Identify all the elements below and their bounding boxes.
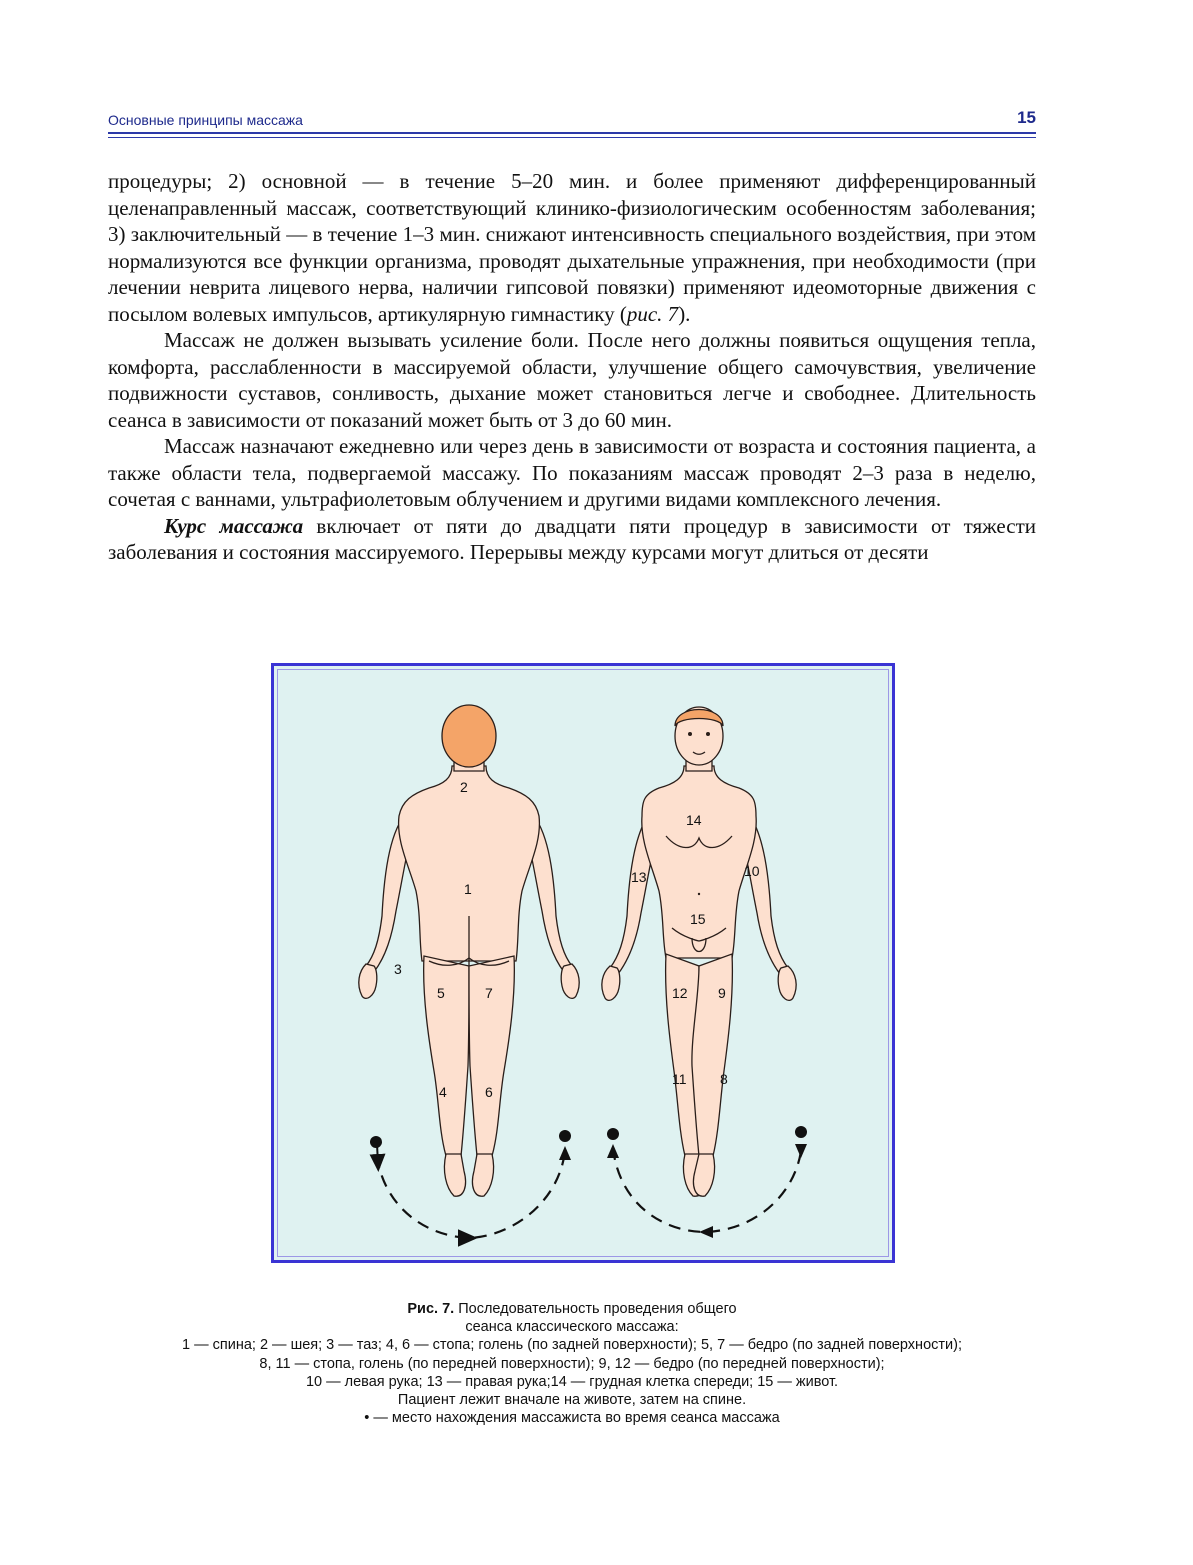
figure-caption: [108, 1300, 1036, 1427]
paragraph-1: [108, 168, 1036, 327]
masseur-position-marker-start: [607, 1128, 619, 1140]
caption-line-4: 8, 11 — стопа, голень (по передней поверхности); 9, 12 — бедро (по передней поверхности);: [259, 1355, 885, 1372]
paragraph-3: Массаж назначают ежедневно или через день в зависимости от возраста и состояния пациента, а также области тела, подвергаемой массажу. По показаниям массаж проводят 2–3 раза в неделю, сочетая с ваннами, ультрафиолетовым облучением и другими видами комплексного лечения.: [108, 434, 1036, 511]
masseur-position-marker-start: [370, 1136, 382, 1148]
back-view-figure: [359, 705, 579, 1196]
caption-line-7: • — место нахождения массажиста во время сеанса массажа: [364, 1410, 780, 1427]
term-course-of-massage: Курс массажа: [164, 513, 304, 538]
running-header-title: Основные принципы массажа: [108, 112, 303, 128]
caption-title: Последовательность проведения общего: [454, 1301, 737, 1317]
label-front-chest: 14: [686, 812, 702, 828]
label-back-pelvis: 3: [394, 961, 402, 977]
paragraph-1-text: процедуры; 2) основной — в течение 5–20 мин. и более применяют дифференцированный целенаправленный массаж, соответствующий клинико-физиологическим особенностям заболевания; 3) заключительный — в течение 1–3 мин. снижают интенсивность специального воздействия, при этом нормализуются все функции организма, проводят дыхательные упражнения, при необходимости (при лечении неврита лицевого нерва, наличии гипсовой повязки) применяют идеомоторные движения с посылом волевых импульсов, артикулярную гимнастику (: [108, 169, 1036, 326]
label-front-abdomen: 15: [690, 911, 706, 927]
label-front-arm-right: 13: [631, 869, 647, 885]
figure-7-frame: [271, 663, 895, 1263]
label-front-thigh-right: 12: [672, 985, 688, 1001]
label-back-foot-left: 4: [439, 1084, 447, 1100]
body-text: [108, 168, 1036, 566]
paragraph-1-end: ).: [678, 301, 691, 326]
caption-line-5: 10 — левая рука; 13 — правая рука;14 — грудная клетка спереди; 15 — живот.: [305, 1373, 839, 1390]
label-front-shin-right: 11: [672, 1071, 687, 1087]
figure-reference: рис. 7: [626, 301, 679, 326]
label-front-thigh-left: 9: [718, 985, 726, 1001]
label-back-neck: 2: [460, 779, 468, 795]
masseur-position-marker-end: [559, 1130, 571, 1142]
caption-line-3: 1 — спина; 2 — шея; 3 — таз; 4, 6 — стопа; голень (по задней поверхности); 5, 7 — бедро (по задней поверхности);: [182, 1337, 962, 1354]
label-front-arm-left: 10: [744, 863, 760, 879]
running-header: [108, 108, 1036, 138]
label-back-thigh-left: 5: [437, 985, 445, 1001]
paragraph-4: [108, 513, 1036, 566]
label-front-shin-left: 8: [720, 1071, 728, 1087]
label-back-spine: 1: [464, 881, 472, 897]
header-rule-thin: [108, 137, 1036, 138]
caption-line-1: [108, 1300, 1036, 1318]
paragraph-4-text: включает от пяти до двадцати пяти процедур в зависимости от тяжести заболевания и состояния массируемого. Перерывы между курсами могут длиться от десяти: [108, 513, 1036, 564]
paragraph-2: Массаж не должен вызывать усиление боли. После него должны появиться ощущения тепла, комфорта, расслабленности в массируемой области, улучшение общего самочувствия, увеличение подвижности суставов, сонливость, дыхание может становиться легче и свободнее. Длительность сеанса в зависимости от показаний может быть от 3 до 60 мин.: [108, 328, 1036, 432]
front-view-figure: [602, 707, 796, 1196]
label-back-thigh-right: 7: [485, 985, 493, 1001]
masseur-position-marker-end: [795, 1126, 807, 1138]
label-back-foot-right: 6: [485, 1084, 493, 1100]
page-number: 15: [1017, 108, 1036, 127]
caption-label: Рис. 7.: [407, 1301, 455, 1317]
masseur-path-back: [370, 1130, 571, 1242]
caption-line-6: Пациент лежит вначале на животе, затем на спине.: [397, 1392, 747, 1409]
massage-sequence-illustration: [274, 666, 892, 1260]
caption-line-2: сеанса классического массажа:: [465, 1319, 679, 1336]
header-rule: [108, 132, 1036, 134]
